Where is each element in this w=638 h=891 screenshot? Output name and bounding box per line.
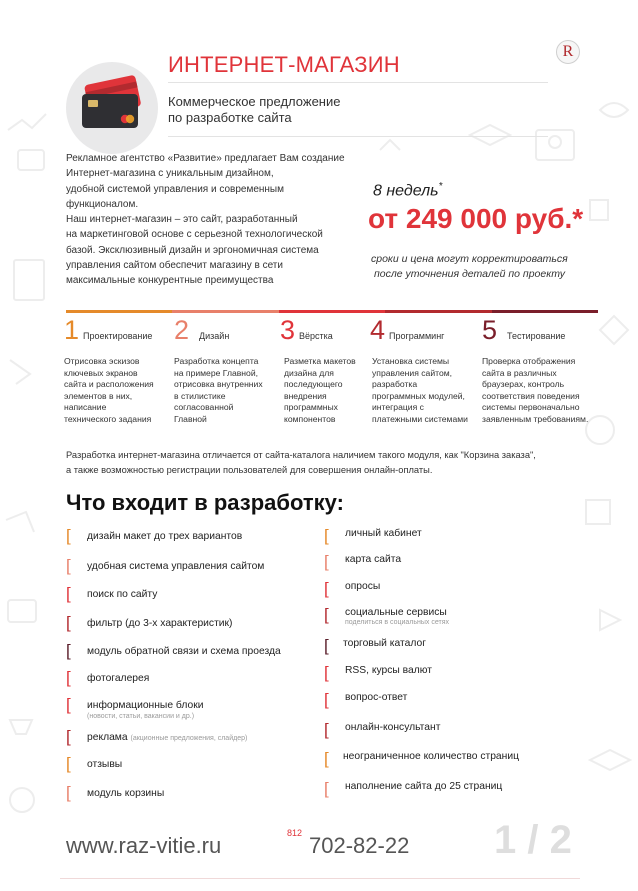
feature-label: дизайн макет до трех вариантов [87, 531, 243, 542]
divider [168, 82, 548, 83]
bracket-icon: [ [66, 783, 71, 802]
bracket-icon: [ [324, 690, 329, 709]
bracket-icon: [ [66, 727, 71, 746]
feature-label: фильтр (до 3-х характеристик) [87, 618, 233, 629]
step-desc-line: ключевых экранов [64, 367, 138, 378]
step-5 [482, 316, 612, 426]
step-desc-line: сайта и расположения [64, 379, 154, 390]
feature-item [66, 756, 326, 776]
feature-label: онлайн-консультант [345, 722, 441, 733]
step-desc-line: Главной [174, 413, 207, 424]
step-name: Программинг [389, 331, 445, 341]
bracket-icon: [ [66, 556, 71, 575]
feature-label: удобная система управления сайтом [87, 561, 265, 572]
step-desc-line: в стилистике [174, 390, 226, 401]
bracket-icon: [ [66, 584, 71, 603]
feature-item [324, 581, 584, 601]
bracket-icon: [ [66, 641, 71, 660]
feature-item [66, 695, 326, 720]
bracket-icon: [ [324, 552, 329, 571]
intro-line: максимальные конкурентные преимущества [66, 275, 274, 287]
subtitle-line: по разработке сайта [168, 110, 292, 125]
feature-item [66, 729, 326, 749]
bracket-icon: [ [324, 663, 329, 682]
feature-item [66, 615, 326, 635]
steps-progress-bar [66, 310, 598, 313]
step-name: Вёрстка [299, 331, 333, 341]
feature-item [324, 665, 584, 685]
step-desc-line: на примере Главной, [174, 367, 259, 378]
page-title: ИНТЕРНЕТ-МАГАЗИН [168, 52, 400, 77]
page-number: 1 / 2 [494, 818, 572, 862]
feature-note: поделиться в социальных сетях [345, 619, 450, 626]
bracket-icon: [ [66, 668, 71, 687]
feature-label: личный кабинет [345, 528, 422, 539]
feature-label: модуль обратной связи и схема проезда [87, 646, 281, 657]
step-desc-line: элементов в них, [64, 390, 133, 401]
step-number: 2 [174, 315, 190, 345]
phone-code: 812 [287, 828, 303, 838]
feature-item [324, 554, 584, 574]
step-desc-line: последующего [284, 379, 343, 390]
phone-number: 702-82-22 [309, 833, 410, 858]
feature-item [66, 528, 326, 548]
feature-label: RSS, курсы валют [345, 665, 432, 676]
step-name: Дизайн [199, 331, 230, 341]
duration-value: 8 недель [373, 182, 439, 200]
step-desc-line: Установка системы [372, 356, 450, 366]
website-link[interactable]: www.raz-vitie.ru [66, 833, 222, 858]
feature-label: отзывы [87, 759, 123, 770]
feature-label: опросы [345, 581, 381, 592]
feature-label: социальные сервисы [345, 607, 447, 618]
cart-note [66, 448, 536, 478]
footnote-mark: * [438, 181, 443, 192]
step-desc-line: управления сайтом, [372, 367, 453, 378]
intro-line: на маркетинговой основе с серьезной технологической [66, 229, 323, 241]
step-desc-line: разработка [372, 379, 418, 390]
feature-label: неограниченное количество страниц [343, 751, 519, 762]
feature-item [324, 751, 584, 771]
feature-item [66, 586, 326, 606]
step-2 [174, 316, 286, 426]
feature-item [324, 722, 584, 742]
step-bar-segment [385, 310, 491, 313]
logo-circle [66, 62, 158, 154]
feature-label: информационные блоки [87, 700, 204, 711]
feature-note: (акционные предложения, слайдер) [130, 735, 248, 742]
subtitle-line: Коммерческое предложение [168, 94, 341, 109]
step-number: 1 [64, 315, 80, 345]
feature-label: фотогалерея [87, 673, 150, 684]
intro-line: управления сайтом обеспечит магазину в сети [66, 260, 283, 272]
feature-item [324, 781, 584, 801]
step-desc-line: Проверка отображения [482, 356, 576, 366]
bracket-icon: [ [324, 526, 329, 545]
step-desc-line: платежными системами [372, 413, 468, 424]
bracket-icon: [ [324, 605, 329, 624]
price-note-line: сроки и цена могут корректироваться [371, 253, 568, 265]
feature-label: карта сайта [345, 554, 402, 565]
intro-line: Рекламное агентство «Развитие» предлагает Вам создание [66, 153, 345, 164]
step-desc-line: Разработка концепта [174, 356, 259, 366]
step-desc-line: согласованной [174, 402, 234, 413]
step-desc-line: Разметка макетов [284, 356, 356, 366]
step-desc-line: программных модулей, [372, 390, 465, 401]
bracket-icon: [ [324, 779, 329, 798]
step-bar-segment [279, 310, 385, 313]
step-desc-line: соответствия поведения [482, 390, 580, 401]
bracket-icon: [ [66, 754, 71, 773]
feature-item [66, 643, 326, 663]
bracket-icon: [ [66, 526, 71, 545]
feature-label: поиск по сайту [87, 589, 158, 600]
price-note-line: после уточнения деталей по проекту [374, 268, 566, 280]
intro-text [66, 151, 366, 289]
credit-card-icon [66, 62, 158, 154]
feature-label: наполнение сайта до 25 страниц [345, 781, 503, 792]
intro-line: удобной системой управления и современным [66, 183, 284, 195]
feature-label: вопрос-ответ [345, 692, 408, 703]
intro-line: Наш интернет-магазин – это сайт, разработанный [66, 214, 298, 226]
page-subtitle [168, 94, 340, 126]
note-line: а также возможностью регистрации пользователей для совершения онлайн-оплаты. [66, 465, 433, 475]
step-desc-line: сайта в различных [482, 367, 557, 378]
brand-logo: R [556, 40, 580, 64]
feature-item [66, 558, 326, 578]
feature-label: торговый каталог [343, 638, 426, 649]
step-number: 3 [280, 315, 296, 345]
feature-label [87, 732, 247, 743]
price: от 249 000 руб.* [368, 203, 584, 234]
price-note [371, 252, 568, 282]
step-1 [64, 316, 176, 426]
duration [373, 181, 442, 200]
section-title: Что входит в разработку: [66, 490, 344, 515]
step-description [174, 356, 286, 426]
bracket-icon: [ [66, 695, 71, 714]
bracket-icon: [ [324, 720, 329, 739]
step-desc-line: дизайна для [284, 367, 334, 378]
step-name: Тестирование [507, 331, 566, 341]
intro-line: Интернет-магазина с уникальным дизайном, [66, 168, 274, 180]
step-desc-line: написание [64, 402, 107, 413]
step-name: Проектирование [83, 331, 153, 341]
step-description [370, 356, 482, 426]
intro-line: базой. Эксклюзивный дизайн и эргономичная система [66, 244, 319, 256]
feature-note: (новости, статьи, вакансии и др.) [87, 713, 195, 720]
feature-item [66, 670, 326, 690]
feature-item [324, 607, 584, 627]
step-number: 5 [482, 315, 498, 345]
bracket-icon: [ [324, 749, 329, 768]
step-desc-line: программных [284, 402, 338, 413]
step-desc-line: внедрения [284, 390, 327, 401]
intro-line: функционалом. [66, 198, 139, 210]
bracket-icon: [ [324, 579, 329, 598]
step-bar-segment [492, 310, 598, 313]
divider [168, 136, 548, 137]
step-description [64, 356, 176, 426]
feature-item [324, 692, 584, 712]
step-desc-line: компонентов [284, 413, 336, 424]
step-desc-line: заявленным требованиям. [482, 413, 589, 424]
feature-label: модуль корзины [87, 788, 165, 799]
feature-item [66, 785, 326, 805]
bracket-icon: [ [324, 636, 329, 655]
feature-label-text: реклама [87, 732, 128, 743]
step-desc-line: интеграция с [372, 402, 424, 413]
step-bar-segment [66, 310, 172, 313]
step-bar-segment [172, 310, 278, 313]
feature-item [324, 528, 584, 548]
step-desc-line: браузерах, контроль [482, 379, 565, 390]
feature-item [324, 638, 584, 658]
step-4 [370, 316, 482, 426]
step-desc-line: Отрисовка эскизов [64, 356, 140, 366]
note-line: Разработка интернет-магазина отличается от сайта-каталога наличием такого модуля, как "Корзина заказа", [66, 450, 536, 460]
step-desc-line: отрисовка внутренних [174, 379, 263, 390]
step-desc-line: технического задания [64, 413, 152, 424]
step-description [482, 356, 612, 426]
footer-divider [60, 878, 580, 879]
bracket-icon: [ [66, 613, 71, 632]
step-desc-line: системы первоначально [482, 402, 580, 413]
step-number: 4 [370, 315, 386, 345]
